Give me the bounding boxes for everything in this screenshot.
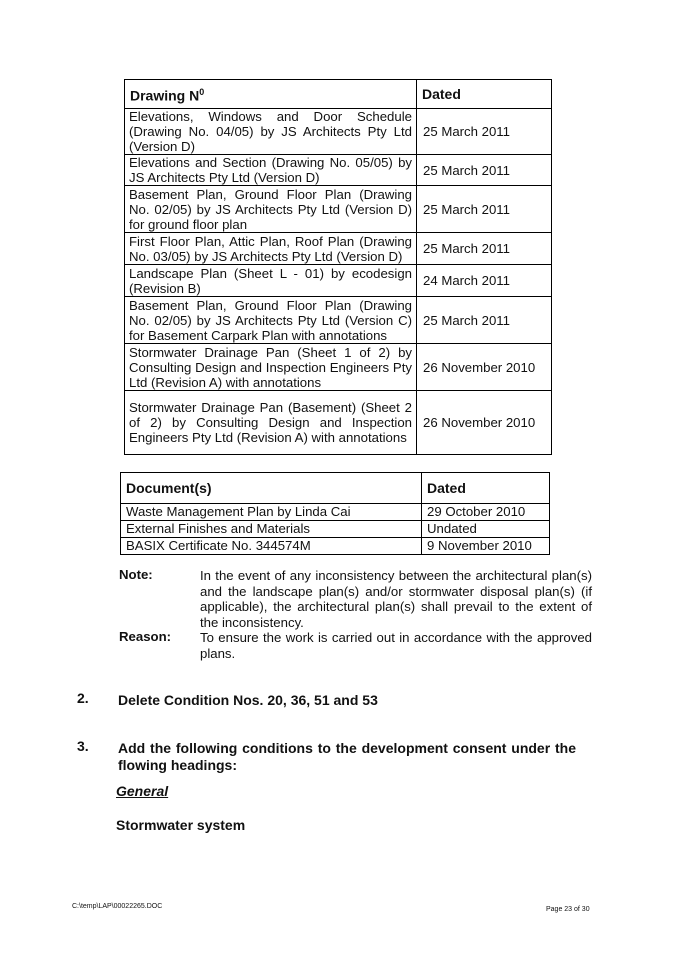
table-row	[121, 504, 550, 521]
footer-file-path: C:\temp\LAP\00022265.DOC	[72, 903, 163, 910]
table-row	[121, 538, 550, 555]
document-name: Waste Management Plan by Linda Cai	[121, 504, 422, 521]
drawing-date: 25 March 2011	[417, 109, 552, 155]
drawing-description: Basement Plan, Ground Floor Plan (Drawing No. 02/05) by JS Architects Pty Ltd (Version D) for ground floor plan	[125, 186, 417, 233]
document-date: 9 November 2010	[422, 538, 550, 555]
drawing-date: 26 November 2010	[417, 344, 552, 391]
drawings-table	[124, 79, 552, 455]
table-row	[125, 265, 552, 297]
table-row	[125, 297, 552, 344]
reason-label: Reason:	[119, 629, 172, 644]
drawing-date: 25 March 2011	[417, 233, 552, 265]
drawing-description: Elevations, Windows and Door Schedule (Drawing No. 04/05) by JS Architects Pty Ltd (Version D)	[125, 109, 417, 155]
table-row	[125, 186, 552, 233]
drawing-date: 25 March 2011	[417, 297, 552, 344]
drawing-description: Basement Plan, Ground Floor Plan (Drawing No. 02/05) by JS Architects Pty Ltd (Version C) for Basement Carpark Plan with annotations	[125, 297, 417, 344]
document-name: External Finishes and Materials	[121, 521, 422, 538]
drawing-description: Landscape Plan (Sheet L - 01) by ecodesign (Revision B)	[125, 265, 417, 297]
dated-column-header: Dated	[417, 80, 552, 109]
drawing-description: Stormwater Drainage Pan (Sheet 1 of 2) by Consulting Design and Inspection Engineers Pty Ltd (Revision A) with annotations	[125, 344, 417, 391]
table-row	[125, 233, 552, 265]
general-heading: General	[116, 783, 169, 799]
table-header-row	[125, 80, 552, 109]
drawing-description: Stormwater Drainage Pan (Basement) (Sheet 2 of 2) by Consulting Design and Inspection Engineers Pty Ltd (Revision A) with annotations	[125, 391, 417, 455]
item-2-number: 2.	[77, 690, 89, 706]
drawing-description: First Floor Plan, Attic Plan, Roof Plan (Drawing No. 03/05) by JS Architects Pty Ltd (Version D)	[125, 233, 417, 265]
drawing-date: 25 March 2011	[417, 186, 552, 233]
drawing-date: 26 November 2010	[417, 391, 552, 455]
reason-text: To ensure the work is carried out in accordance with the approved plans.	[200, 630, 592, 661]
note-text: In the event of any inconsistency between the architectural plan(s) and the landscape plan(s) and/or stormwater disposal plan(s) (if applicable), the architectural plan(s) shall prevail to the extent of the inconsistency.	[200, 568, 592, 630]
documents-table	[120, 472, 550, 555]
document-date: Undated	[422, 521, 550, 538]
note-label: Note:	[119, 567, 153, 582]
drawing-column-header: Drawing $N^0$	[125, 80, 417, 109]
item-3-number: 3.	[77, 738, 89, 754]
stormwater-heading: Stormwater system	[116, 817, 246, 833]
table-row	[125, 109, 552, 155]
table-row	[121, 521, 550, 538]
item-2-text: Delete Condition Nos. 20, 36, 51 and 53	[118, 692, 378, 708]
document-date: 29 October 2010	[422, 504, 550, 521]
table-row	[125, 155, 552, 186]
drawing-date: 25 March 2011	[417, 155, 552, 186]
item-3-text: Add the following conditions to the development consent under the flowing headings:	[118, 740, 576, 773]
dated-column-header: Dated	[422, 473, 550, 504]
drawing-description: Elevations and Section (Drawing No. 05/05) by JS Architects Pty Ltd (Version D)	[125, 155, 417, 186]
table-header-row	[121, 473, 550, 504]
table-row	[125, 344, 552, 391]
document-name: BASIX Certificate No. 344574M	[121, 538, 422, 555]
table-row	[125, 391, 552, 455]
drawing-date: 24 March 2011	[417, 265, 552, 297]
footer-page-number: Page 23 of 30	[546, 906, 590, 913]
document-column-header: Document(s)	[121, 473, 422, 504]
